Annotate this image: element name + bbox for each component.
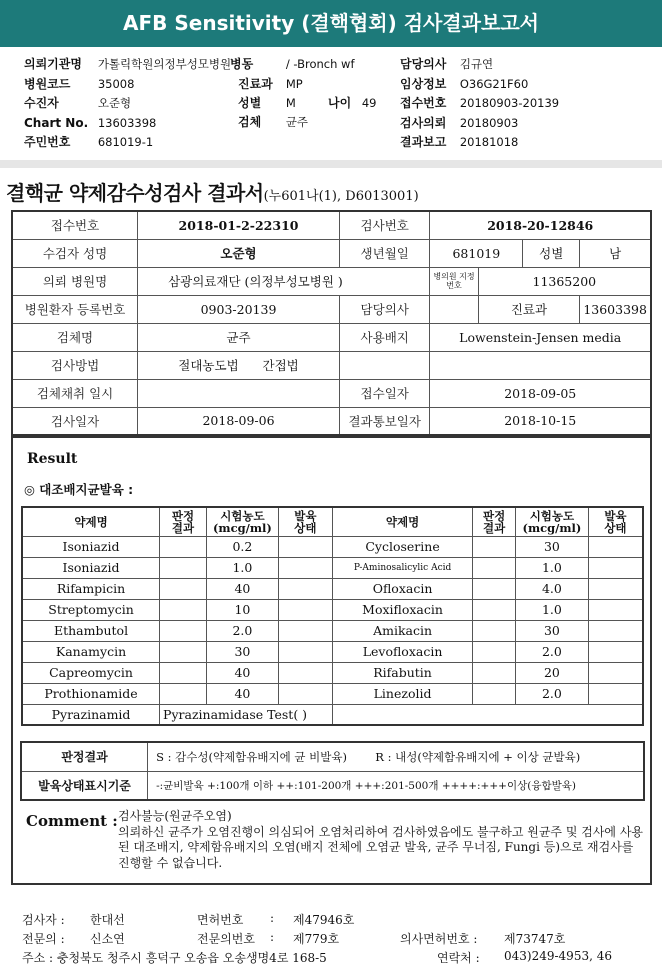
test-date-label: 검사일자 xyxy=(12,407,138,435)
col-drug-left: 약제명 xyxy=(22,507,160,536)
drug-name: Rifabutin xyxy=(332,662,473,683)
doctor-license-label: 의사면허번호 : xyxy=(400,932,478,946)
specialist-value: 신소연 xyxy=(90,932,125,946)
hospital-label: 의뢰 병원명 xyxy=(12,267,138,295)
info-doctor-value xyxy=(430,295,478,323)
conc-cell: 20 xyxy=(516,662,589,683)
conc-cell: 0.2 xyxy=(206,536,278,557)
judge-s-text: S : 감수성(약제함유배지에 균 비발육) xyxy=(148,742,368,771)
test-no-value: 2018-20-12846 xyxy=(430,211,651,239)
specimen-value: 균주 xyxy=(285,115,309,129)
drug-name: Cycloserine xyxy=(332,536,473,557)
notice-value: 2018-10-15 xyxy=(430,407,651,435)
judge-cell xyxy=(473,536,516,557)
doctor-license-value: 제73747호 xyxy=(504,932,566,946)
drug-name: Levofloxacin xyxy=(332,641,473,662)
drug-name: Pyrazinamid xyxy=(22,704,160,725)
specialist-label: 전문의 : xyxy=(22,932,65,946)
drug-name: Ethambutol xyxy=(22,620,160,641)
conc-cell: 2.0 xyxy=(206,620,278,641)
info-dept-value: 13603398 xyxy=(580,295,651,323)
drug-name: Amikacin xyxy=(332,620,473,641)
drug-name: Ofloxacin xyxy=(332,578,473,599)
examinee-value: 오준형 xyxy=(97,96,132,110)
ward-label: 병동 xyxy=(230,57,254,71)
report-title-suffix: (누601나(1), D6013001) xyxy=(263,189,419,204)
col-conc-left: 시험농도 (mcg/ml) xyxy=(206,507,278,536)
table-row xyxy=(22,536,643,557)
contact-label: 연락처 : xyxy=(437,951,480,965)
drug-name: Moxifloxacin xyxy=(332,599,473,620)
comment-text: 검사불능(원균주오염) 의뢰하신 균주가 오염진행이 의심되어 오염처리하여 검사하였음에도 불구하고 원균주 및 검사에 사용 된 대조배지, 약제함유배지의 오염(배지 전체에 오염균 발육, 균주 무너짐, Fungi 등)으로 재검사를 진행할 수 없습니다. xyxy=(118,809,644,870)
ward-value: / -Bronch wf xyxy=(285,57,355,71)
pyrazinamidase-test: Pyrazinamidase Test( ) xyxy=(160,704,333,725)
age-value: 49 xyxy=(361,96,377,110)
dept-label: 진료과 xyxy=(238,77,273,91)
table-row xyxy=(22,704,643,725)
judge-cell xyxy=(160,620,207,641)
report-title xyxy=(6,177,419,206)
conc-cell: 2.0 xyxy=(516,641,589,662)
method-label: 검사방법 xyxy=(12,351,138,379)
specialist-license-colon: : xyxy=(270,930,275,944)
hospital-code-label: 병원코드 xyxy=(24,77,71,91)
growth-cell xyxy=(588,578,643,599)
growth-cell xyxy=(278,641,332,662)
growth-cell xyxy=(588,683,643,704)
drug-name: Rifampicin xyxy=(22,578,160,599)
test-date-value: 2018-09-06 xyxy=(138,407,340,435)
sex-info-label: 성별 xyxy=(523,239,580,267)
method-a: 절대농도법 xyxy=(178,358,239,373)
tester-label: 검사자 : xyxy=(22,913,65,927)
drug-name: Kanamycin xyxy=(22,641,160,662)
receipt-no-value: 2018-01-2-22310 xyxy=(138,211,340,239)
dob-value: 681019 xyxy=(430,239,523,267)
method-b: 간접법 xyxy=(262,358,299,373)
result-section xyxy=(11,436,652,885)
method-empty-2 xyxy=(430,351,651,379)
resident-label: 주민번호 xyxy=(24,135,71,149)
specialist-license-label: 전문의번호 xyxy=(197,932,255,946)
growth-legend-text: -:균비발육 +:100개 이하 ++:101-200개 +++:201-500개 ++++:+++이상(융합발육) xyxy=(148,771,644,800)
table-row xyxy=(22,620,643,641)
table-row xyxy=(22,641,643,662)
resident-value: 681019-1 xyxy=(97,135,154,149)
license-colon: : xyxy=(270,911,275,925)
specialist-license-value: 제779호 xyxy=(293,932,340,946)
conc-cell: 40 xyxy=(206,662,278,683)
specimen-info-value: 균주 xyxy=(138,323,340,351)
conc-cell: 40 xyxy=(206,683,278,704)
growth-cell xyxy=(588,662,643,683)
receipt-no-label: 접수번호 xyxy=(12,211,138,239)
col-conc-right: 시험농도 (mcg/ml) xyxy=(516,507,589,536)
receipt-value: 20180903-20139 xyxy=(459,96,560,110)
report-title-text: 결핵균 약제감수성검사 결과서 xyxy=(6,181,264,205)
dept-value: MP xyxy=(285,77,303,91)
institution-value: 가톨릭학원의정부성모병원 xyxy=(97,57,232,71)
drug-name: Linezolid xyxy=(332,683,473,704)
conc-cell: 4.0 xyxy=(516,578,589,599)
sex-value: M xyxy=(285,96,296,110)
judge-cell xyxy=(160,599,207,620)
growth-cell xyxy=(278,683,332,704)
drug-table xyxy=(21,506,644,726)
sex-info-value: 남 xyxy=(580,239,651,267)
col-growth-right: 발육 상태 xyxy=(588,507,643,536)
judge-cell xyxy=(160,662,207,683)
license-label: 면허번호 xyxy=(197,913,244,927)
col-drug-right: 약제명 xyxy=(332,507,473,536)
specimen-info-label: 검체명 xyxy=(12,323,138,351)
growth-cell xyxy=(588,620,643,641)
drug-name: Streptomycin xyxy=(22,599,160,620)
conc-cell: 30 xyxy=(516,620,589,641)
table-row xyxy=(22,557,643,578)
section-divider xyxy=(0,160,662,168)
col-growth-left: 발육 상태 xyxy=(278,507,332,536)
judge-cell xyxy=(473,683,516,704)
conc-cell: 40 xyxy=(206,578,278,599)
institution-label: 의뢰기관명 xyxy=(24,57,82,71)
conc-cell: 10 xyxy=(206,599,278,620)
col-judge-left: 판정 결과 xyxy=(160,507,207,536)
chart-label: Chart No. xyxy=(24,116,89,130)
medium-label: 사용배지 xyxy=(339,323,430,351)
contact-value: 043)249-4953, 46 xyxy=(504,949,612,963)
test-no-label: 검사번호 xyxy=(339,211,430,239)
info-dept-label: 진료과 xyxy=(478,295,580,323)
request-value: 20180903 xyxy=(459,116,519,130)
judge-cell xyxy=(160,641,207,662)
growth-cell xyxy=(278,662,332,683)
empty-cell xyxy=(332,704,643,725)
table-row xyxy=(22,683,643,704)
method-empty-1 xyxy=(339,351,430,379)
judge-cell xyxy=(160,557,207,578)
medium-value: Lowenstein-Jensen media xyxy=(430,323,651,351)
comment-label: Comment : xyxy=(26,812,118,830)
result-heading: Result xyxy=(27,451,78,467)
drug-name: Capreomycin xyxy=(22,662,160,683)
name-label: 수검자 성명 xyxy=(12,239,138,267)
info-doctor-label: 담당의사 xyxy=(339,295,430,323)
growth-cell xyxy=(588,599,643,620)
patient-reg-value: 0903-20139 xyxy=(138,295,340,323)
age-label: 나이 xyxy=(328,96,352,110)
dob-label: 생년월일 xyxy=(339,239,430,267)
judge-cell xyxy=(473,662,516,683)
notice-label: 결과통보일자 xyxy=(339,407,430,435)
request-label: 검사의뢰 xyxy=(400,116,447,130)
hospital-value: 삼광의료재단 (의정부성모병원 ) xyxy=(138,267,430,295)
judge-cell xyxy=(473,641,516,662)
drug-name: Isoniazid xyxy=(22,557,160,578)
judge-cell xyxy=(473,578,516,599)
clinical-value: O36G21F60 xyxy=(459,77,529,91)
growth-cell xyxy=(278,578,332,599)
judge-cell xyxy=(160,683,207,704)
method-value xyxy=(138,351,340,379)
patient-info-table xyxy=(11,210,652,436)
growth-cell xyxy=(278,536,332,557)
drug-name: Isoniazid xyxy=(22,536,160,557)
judge-legend-label: 판정결과 xyxy=(21,742,148,771)
conc-cell: 1.0 xyxy=(516,557,589,578)
drug-name: P-Aminosalicylic Acid xyxy=(332,557,473,578)
growth-cell xyxy=(278,557,332,578)
judge-r-text: R : 내성(약제함유배지에 + 이상 균발육) xyxy=(367,742,644,771)
conc-cell: 1.0 xyxy=(206,557,278,578)
license-value: 제47946호 xyxy=(293,913,355,927)
legend-table xyxy=(20,741,645,801)
report-banner-title: AFB Sensitivity (결핵협회) 검사결과보고서 xyxy=(0,0,662,47)
collect-label: 검체채취 일시 xyxy=(12,379,138,407)
examinee-label: 수진자 xyxy=(24,96,59,110)
doctor-value: 김규연 xyxy=(459,57,494,71)
address: 주소 : 충청북도 청주시 흥덕구 오송읍 오송생명4로 168-5 xyxy=(22,951,327,965)
patient-reg-label: 병원환자 등록번호 xyxy=(12,295,138,323)
judge-cell xyxy=(473,599,516,620)
growth-cell xyxy=(588,557,643,578)
specimen-label: 검체 xyxy=(238,115,262,129)
drug-name: Prothionamide xyxy=(22,683,160,704)
growth-cell xyxy=(588,641,643,662)
table-row xyxy=(22,578,643,599)
growth-cell xyxy=(588,536,643,557)
table-row xyxy=(22,599,643,620)
designation-label: 병의원 지정번호 xyxy=(430,267,478,295)
conc-cell: 2.0 xyxy=(516,683,589,704)
conc-cell: 30 xyxy=(206,641,278,662)
report-label: 결과보고 xyxy=(400,135,447,149)
growth-cell xyxy=(278,620,332,641)
hospital-code-value: 35008 xyxy=(97,77,135,91)
chart-value: 13603398 xyxy=(97,116,157,130)
growth-legend-label: 발육상태표시기준 xyxy=(21,771,148,800)
clinical-label: 임상정보 xyxy=(400,77,447,91)
conc-cell: 30 xyxy=(516,536,589,557)
received-value: 2018-09-05 xyxy=(430,379,651,407)
report-value: 20181018 xyxy=(459,135,519,149)
table-row xyxy=(22,662,643,683)
name-value: 오준형 xyxy=(138,239,340,267)
receipt-label: 접수번호 xyxy=(400,96,447,110)
growth-cell xyxy=(278,599,332,620)
col-judge-right: 판정 결과 xyxy=(473,507,516,536)
doctor-label: 담당의사 xyxy=(400,57,447,71)
judge-cell xyxy=(160,578,207,599)
conc-cell: 1.0 xyxy=(516,599,589,620)
tester-value: 한대선 xyxy=(90,913,125,927)
control-growth-label: ◎ 대조배지균발육 : xyxy=(24,482,134,497)
judge-cell xyxy=(160,536,207,557)
collect-value xyxy=(138,379,340,407)
judge-cell xyxy=(473,557,516,578)
judge-cell xyxy=(473,620,516,641)
designation-value: 11365200 xyxy=(478,267,651,295)
received-label: 접수일자 xyxy=(339,379,430,407)
sex-label: 성별 xyxy=(238,96,262,110)
